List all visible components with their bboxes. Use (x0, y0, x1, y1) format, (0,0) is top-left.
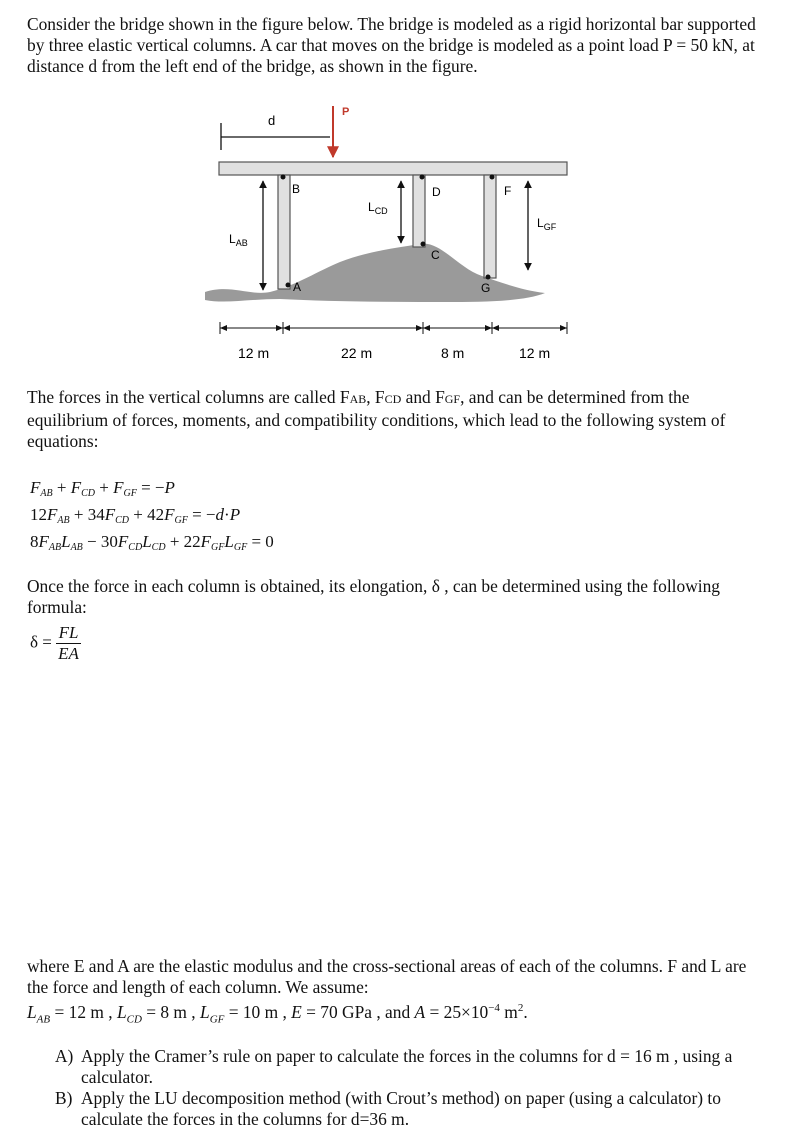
elongation-paragraph: Once the force in each column is obtained, its elongation, δ , can be determined using the following formula: (27, 576, 720, 617)
equation-1: $F_{AB} + F_{CD} + F_{GF} = -P$ (30, 478, 175, 499)
forces-paragraph: The forces in the vertical columns are called FAB, FCD and FGF, and can be determined from the equilibrium of forces, moments, and compatibility conditions, which lead to the following system of equations: (27, 387, 726, 451)
column-ab (278, 175, 290, 289)
question-list (55, 1046, 775, 1130)
label-d: d (268, 113, 276, 128)
question-a: A) Apply the Cramer’s rule on paper to calculate the forces in the columns for d = 16 m , using a calculator. (55, 1046, 733, 1087)
label-f: F (504, 184, 512, 198)
dim-8m: 8 m (441, 345, 465, 361)
intro-paragraph: Consider the bridge shown in the figure below. The bridge is modeled as a rigid horizontal bar supported by three elastic vertical columns. A car that moves on the bridge is modeled as a point load P = 50 kN, at distance d from the left end of the bridge, as shown in the figure. (27, 14, 756, 76)
equation-3: $8F_{AB}L_{AB} - 30F_{CD}L_{CD} + 22F_{GF}L_{GF} = 0$ (30, 532, 274, 553)
bridge-deck (219, 162, 567, 175)
equation-2: $12F_{AB} + 34F_{CD} + 42F_{GF} = -d\cdot P$ (30, 505, 241, 526)
dim-12m-left: 12 m (238, 345, 270, 361)
label-g: G (481, 281, 491, 295)
label-lab: $L_{AB}$ (229, 232, 248, 248)
assumptions-line: $L_{AB} = 12$ m , $L_{CD} = 8$ m , $L_{GF} = 10$ m , E = 70 GPa , and $A = 25\times 10^{-4}$ $m^2$. (27, 1001, 528, 1026)
bridge-figure (0, 0, 793, 380)
label-p: P (342, 106, 350, 118)
label-d-node: D (432, 185, 441, 199)
label-b: B (292, 182, 301, 196)
dim-12m-right: 12 m (519, 345, 551, 361)
elongation-formula: δ = $\frac{FL}{EA}$ (30, 623, 79, 663)
dim-22m: 22 m (341, 345, 373, 361)
label-c: C (431, 248, 440, 262)
label-lgf: $L_{GF}$ (537, 216, 557, 232)
where-paragraph: where E and A are the elastic modulus and the cross-sectional areas of each of the columns. F and L are the force and length of each column. We assume: (27, 956, 747, 997)
column-gf (484, 175, 496, 278)
label-lcd: $L_{CD}$ (368, 200, 388, 216)
question-b: B) Apply the LU decomposition method (with Crout’s method) on paper (using a calculator) to calculate the forces in the columns for d=36 m. (55, 1088, 721, 1129)
label-a: A (293, 280, 302, 294)
column-cd (413, 175, 425, 247)
